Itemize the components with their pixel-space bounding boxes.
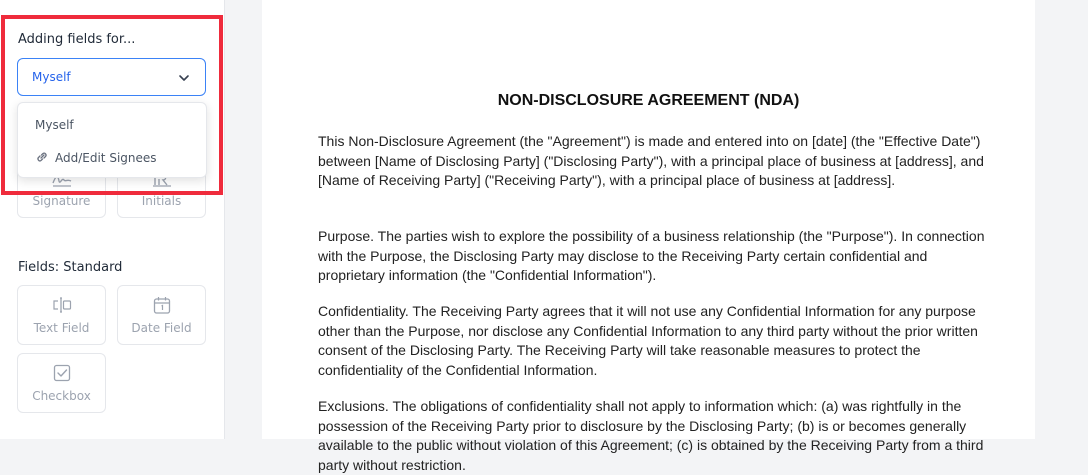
checkbox-field-label: Checkbox [32, 389, 91, 403]
dropdown-item-add-edit-signees[interactable] [35, 150, 157, 165]
signee-select-value: Myself [32, 70, 71, 84]
text-cursor-icon [51, 294, 73, 316]
signee-dropdown-menu [17, 102, 207, 178]
paragraph-purpose: Purpose. The parties wish to explore the possibility of a business relationship (the "Purpose"). In connection with the Purpose, the Disclosing Party may disclose to the Receiving Party certain confidential and proprietary information (the "Confidential Information"). [318, 228, 985, 283]
calendar-icon [151, 294, 173, 316]
paragraph-exclusions: Exclusions. The obligations of confidentiality shall not apply to information which: (a) was rightfully in the possession of the Receiving Party prior to disclosure by the Disclosing Party; (b) is or becomes generally available to the public without violation of this Agreement; (c) is obtained by the Receiving Party from a third party without restriction. [318, 398, 984, 473]
fields-sidebar [0, 0, 225, 439]
checkbox-field-button[interactable] [17, 353, 106, 413]
signee-select[interactable] [17, 58, 206, 96]
link-icon [35, 150, 49, 164]
checkbox-icon [51, 362, 73, 384]
document-title: NON-DISCLOSURE AGREEMENT (NDA) [497, 92, 800, 109]
document-page [262, 0, 1035, 473]
adding-fields-title: Adding fields for... [18, 32, 136, 47]
initials-field-label: Initials [141, 194, 182, 208]
paragraph-confidentiality: Confidentiality. The Receiving Party agrees that it will not use any Confidential Information for any purpose other than the Purpose, nor disclose any Confidential Information to any third party without the prior written consent of the Disclosing Party. The Receiving Party will take reasonable measures to protect the confidentiality of the Confidential Information. [318, 303, 978, 378]
chevron-down-icon [177, 71, 191, 85]
date-field-button[interactable] [117, 285, 206, 345]
dropdown-item-myself-label: Myself [35, 118, 74, 132]
date-field-label: Date Field [131, 321, 192, 335]
paragraph-intro: This Non-Disclosure Agreement (the "Agreement") is made and entered into on [date] (the "Effective Date") between [Name of Disclosing Party] ("Disclosing Party"), with a principal place of business at [address], and [Name of Receiving Party] ("Receiving Party"), with a principal place of business at [address]. [318, 133, 984, 188]
text-field-label: Text Field [33, 321, 90, 335]
dropdown-item-add-edit-label: Add/Edit Signees [55, 151, 157, 165]
text-field-button[interactable] [17, 285, 106, 345]
signature-field-label: Signature [32, 194, 91, 208]
fields-standard-title: Fields: Standard [18, 260, 123, 275]
dropdown-item-myself[interactable] [35, 118, 74, 132]
